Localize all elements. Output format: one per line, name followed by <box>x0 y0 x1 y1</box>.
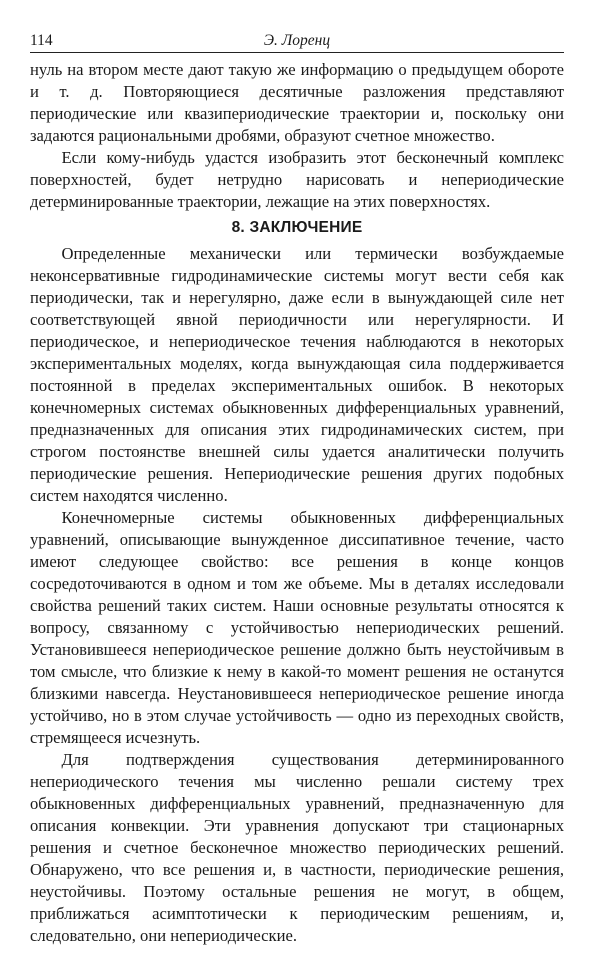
paragraph: Если кому-нибудь удастся изобразить этот бесконечный комплекс поверхностей, будет нетрудно нарисовать и непериодические детерминированные траектории, лежащие на этих поверхностях. <box>30 148 564 211</box>
page-number: 114 <box>30 32 53 49</box>
book-page <box>30 30 564 947</box>
paragraph: Для подтверждения существования детерминированного непериодического течения мы численно решали систему трех обыкновенных дифференциальных уравнений, предназначенную для описания конвекции. Эти уравнения допускают три стационарных решения и счетное бесконечное множество периодических решений. Обнаружено, что все решения и, в частности, периодические решения, неустойчивы. Поэтому остальные решения не могут, в общем, приближаться асимптотически к периодическим решениям, и, следовательно, они непериодические. <box>30 750 564 945</box>
section-heading: 8. ЗАКЛЮЧЕНИЕ <box>231 219 363 236</box>
continued-paragraph: нуль на втором месте дают такую же информацию о предыдущем обороте и т. д. Повторяющиеся десятичные разложения представляют периодические или квазипериодические траектории и, поскольку они задаются рациональными дробями, образуют счетное множество. <box>30 60 564 145</box>
running-header <box>30 30 564 53</box>
running-title: Э. Лоренц <box>263 32 331 49</box>
paragraph: Определенные механически или термически возбуждаемые неконсервативные гидродинамические системы могут вести себя как периодически, так и нерегулярно, даже если в вынуждающей силе нет соответствующей явной периодичности или нерегулярности. И периодическое, и непериодическое течения наблюдаются в некоторых экспериментальных моделях, когда вынуждающая сила поддерживается постоянной в пределах экспериментальных ошибок. В некоторых конечномерных системах обыкновенных дифференциальных уравнений, предназначенных для описания этих гидродинамических систем, при строгом постоянстве внешней силы удается аналитически получить периодические решения. Непериодические решения других подобных систем находятся численно. <box>30 244 564 505</box>
paragraph: Конечномерные системы обыкновенных дифференциальных уравнений, описывающие вынужденное диссипативное течение, часто имеют следующее свойство: все решения в конце концов сосредоточиваются в одном и том же объеме. Мы в деталях исследовали свойства решений таких систем. Наши основные результаты относятся к вопросу, связанному с устойчивостью непериодических решений. Установившееся непериодическое решение должно быть неустойчивым в том смысле, что близкие к нему в какой-то момент решения не останутся близкими навсегда. Неустановившееся непериодическое решение иногда устойчиво, но в этом случае устойчивость — одно из переходных свойств, стремящееся исчезнуть. <box>30 508 564 747</box>
